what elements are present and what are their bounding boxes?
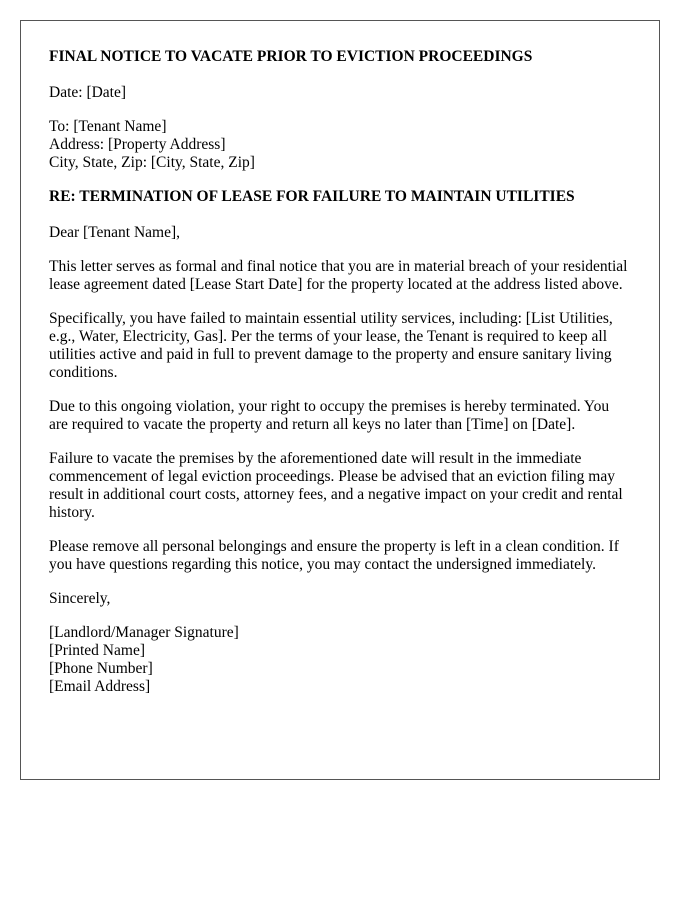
body-paragraph-belongings: Please remove all personal belongings and ensure the property is left in a clean condition. If you have questions regarding this notice, you may contact the undersigned immediately. [49, 538, 619, 573]
letter-subject: RE: TERMINATION OF LEASE FOR FAILURE TO MAINTAIN UTILITIES [49, 188, 575, 205]
recipient-city: City, State, Zip: [City, State, Zip] [49, 154, 255, 171]
letter-page [20, 20, 660, 780]
letter-title: FINAL NOTICE TO VACATE PRIOR TO EVICTION PROCEEDINGS [49, 48, 533, 65]
phone-number: [Phone Number] [49, 660, 153, 677]
recipient-address: Address: [Property Address] [49, 136, 226, 153]
date-line: Date: [Date] [49, 84, 127, 101]
closing: Sincerely, [49, 590, 111, 607]
body-paragraph-termination: Due to this ongoing violation, your right to occupy the premises is hereby terminated. You are required to vacate the property and return all keys no later than [Time] on [Date]. [49, 398, 610, 433]
signature-line: [Landlord/Manager Signature] [49, 624, 239, 641]
body-paragraph-consequences: Failure to vacate the premises by the aforementioned date will result in the immediate commencement of legal eviction proceedings. Please be advised that an eviction filing may result in additional court costs, attorney fees, and a negative impact on your credit and rental history. [49, 450, 623, 521]
email-address: [Email Address] [49, 678, 151, 695]
signature-block [49, 624, 631, 696]
body-paragraph-breach: This letter serves as formal and final notice that you are in material breach of your residential lease agreement dated [Lease Start Date] for the property located at the address listed above. [49, 258, 628, 293]
printed-name: [Printed Name] [49, 642, 145, 659]
recipient-to: To: [Tenant Name] [49, 118, 167, 135]
body-paragraph-utilities: Specifically, you have failed to maintain essential utility services, including: [List Utilities, e.g., Water, Electricity, Gas]. Per the terms of your lease, the Tenant is required to keep all utilities active and paid in full to prevent damage to the property and ensure sanitary living conditions. [49, 310, 613, 381]
recipient-block [49, 118, 631, 172]
salutation: Dear [Tenant Name], [49, 224, 181, 241]
